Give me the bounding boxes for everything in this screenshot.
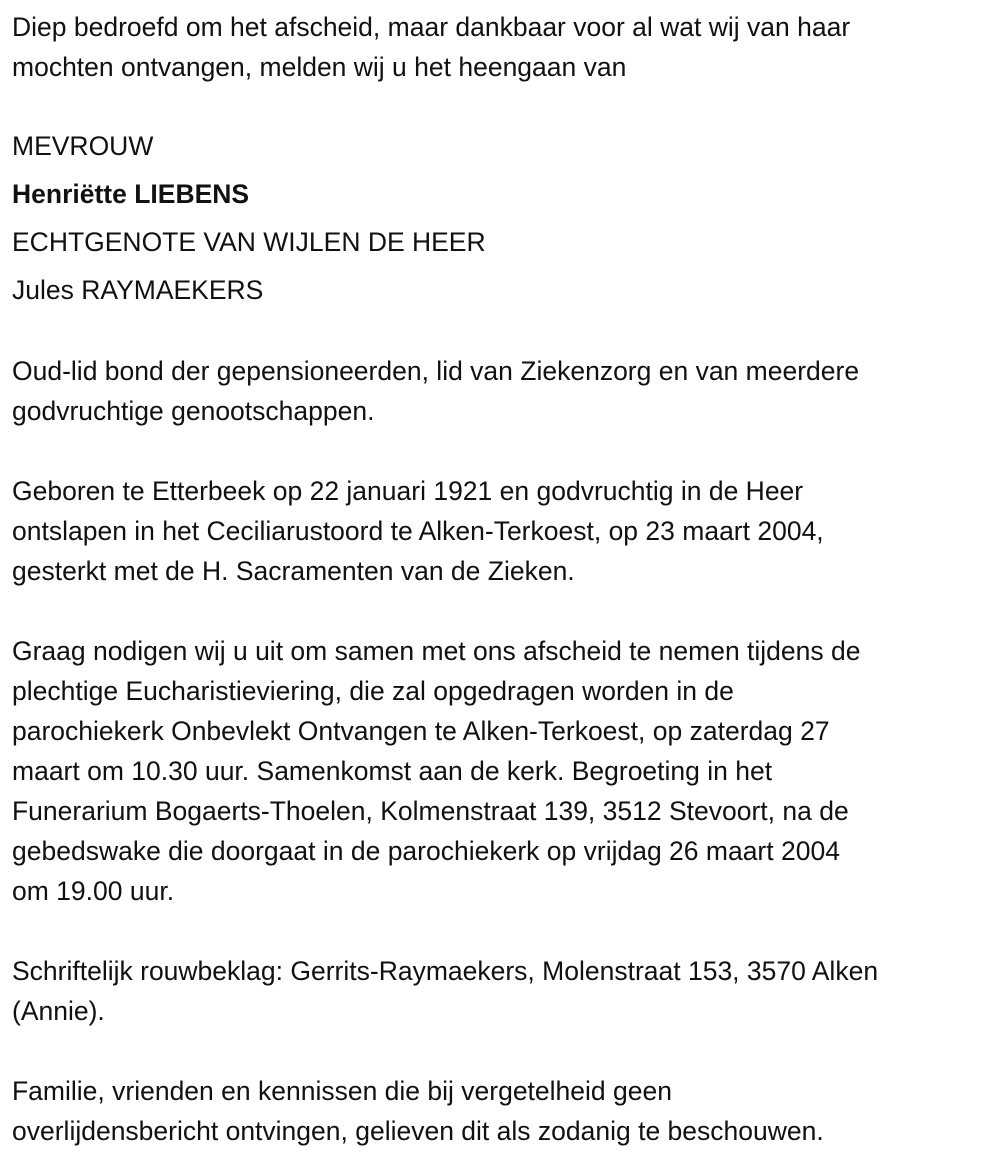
- closing-line: Familie, vrienden en kennissen die bij vergetelheid geen: [12, 1076, 672, 1106]
- condolences-line: (Annie).: [12, 996, 105, 1026]
- funeral-line: plechtige Eucharistieviering, die zal opgedragen worden in de: [12, 676, 734, 706]
- birth-death-line: ontslapen in het Ceciliarustoord te Alken-Terkoest, op 23 maart 2004,: [12, 516, 824, 546]
- birth-death-line: gesterkt met de H. Sacramenten van de Zieken.: [12, 556, 575, 586]
- funeral-line: Funerarium Bogaerts-Thoelen, Kolmenstraat 139, 3512 Stevoort, na de: [12, 796, 849, 826]
- funeral-line: Graag nodigen wij u uit om samen met ons afscheid te nemen tijdens de: [12, 636, 861, 666]
- intro-line: mochten ontvangen, melden wij u het heengaan van: [12, 52, 627, 82]
- title: MEVROUW: [12, 131, 154, 161]
- relation: ECHTGENOTE VAN WIJLEN DE HEER: [12, 227, 486, 257]
- closing-line: overlijdensbericht ontvingen, gelieven dit als zodanig te beschouwen.: [12, 1116, 824, 1146]
- condolences-line: Schriftelijk rouwbeklag: Gerrits-Raymaekers, Molenstraat 153, 3570 Alken: [12, 956, 879, 986]
- birth-death-line: Geboren te Etterbeek op 22 januari 1921 en godvruchtig in de Heer: [12, 476, 804, 506]
- funeral-line: gebedswake die doorgaat in de parochiekerk op vrijdag 26 maart 2004: [12, 836, 840, 866]
- spouse-name: Jules RAYMAEKERS: [12, 275, 264, 305]
- funeral-line: parochiekerk Onbevlekt Ontvangen te Alken-Terkoest, op zaterdag 27: [12, 716, 830, 746]
- deceased-name: Henriëtte LIEBENS: [12, 179, 250, 209]
- intro-line: Diep bedroefd om het afscheid, maar dankbaar voor al wat wij van haar: [12, 12, 851, 42]
- funeral-line: om 19.00 uur.: [12, 876, 175, 906]
- membership-line: godvruchtige genootschappen.: [12, 396, 375, 426]
- membership-line: Oud-lid bond der gepensioneerden, lid van Ziekenzorg en van meerdere: [12, 356, 860, 386]
- funeral-line: maart om 10.30 uur. Samenkomst aan de kerk. Begroeting in het: [12, 756, 773, 786]
